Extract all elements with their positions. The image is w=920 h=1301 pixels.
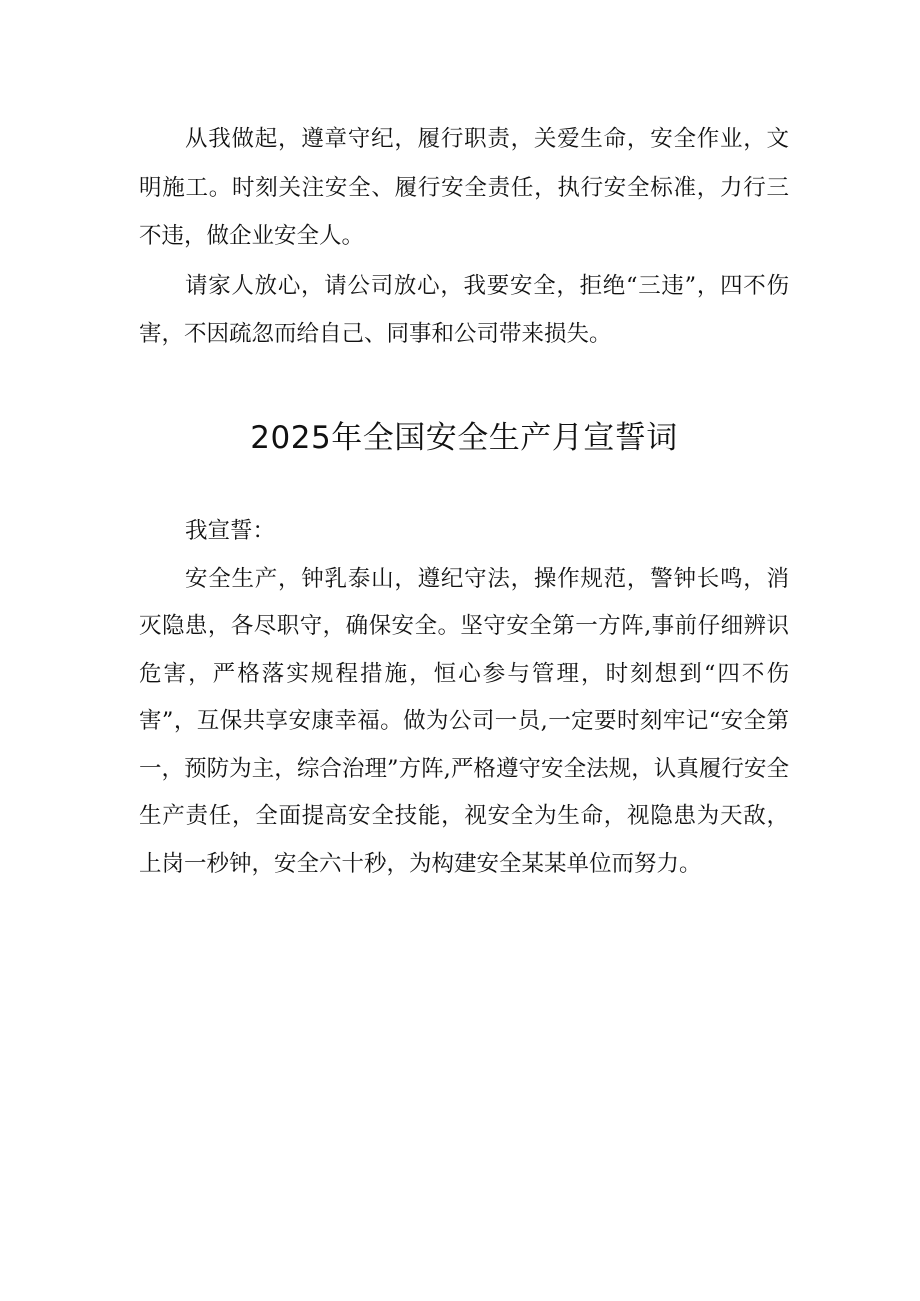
paragraph-reassurance: 请家人放心，请公司放心，我要安全，拒绝“三违”，四不伤害，不因疏忽而给自己、同事和公司带来损失。: [139, 272, 789, 347]
top-section: [139, 115, 789, 359]
paragraph-conduct: 从我做起，遵章守纪，履行职责，关爱生命，安全作业，文明施工。时刻关注安全、履行安全责任，执行安全标准，力行三不违，做企业安全人。: [139, 126, 789, 249]
oath-opening: 我宣誓：: [185, 518, 276, 544]
oath-title: 2025年全国安全生产月宣誓词: [250, 420, 678, 456]
oath-section: [139, 508, 789, 888]
oath-body: 安全生产，钟乳泰山，遵纪守法，操作规范，警钟长鸣，消灭隐患，各尽职守，确保安全。坚守安全第一方阵,事前仔细辨识危害，严格落实规程措施，恒心参与管理，时刻想到“四不伤害”，互保共享安康幸福。做为公司一员,一定要时刻牢记“安全第一，预防为主，综合治理”方阵,严格遵守安全法规，认真履行安全生产责任，全面提高安全技能，视安全为生命，视隐患为天敌，上岗一秒钟，安全六十秒，为构建安全某某单位而努力。: [139, 565, 789, 877]
